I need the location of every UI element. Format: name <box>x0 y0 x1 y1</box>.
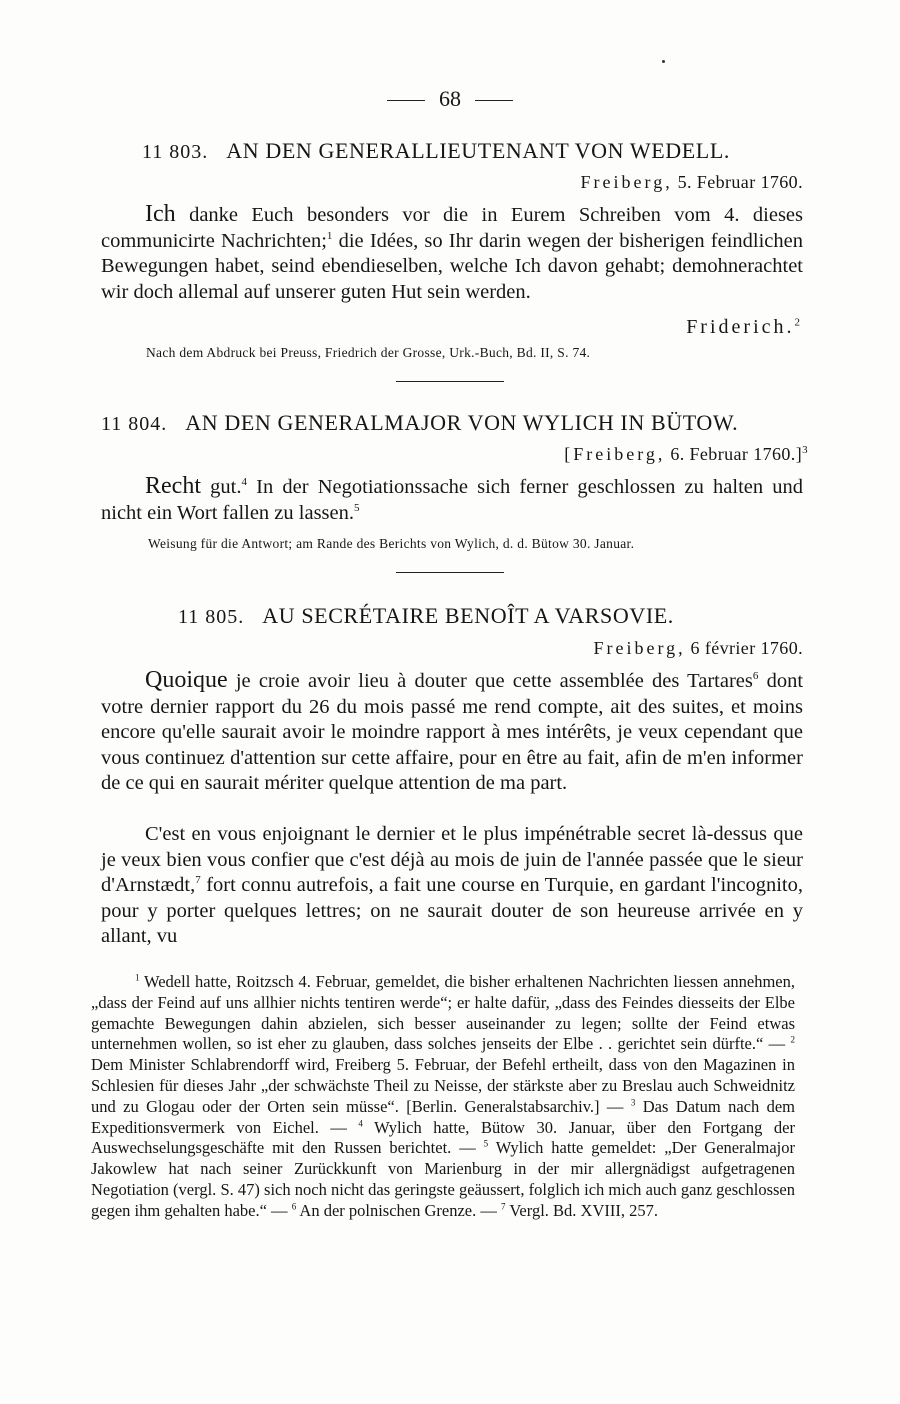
entry-title: AN DEN GENERALLIEUTENANT VON WEDELL. <box>226 138 730 163</box>
source-note: Nach dem Abdruck bei Preuss, Friedrich der Grosse, Urk.-Buch, Bd. II, S. 74. <box>146 345 591 360</box>
date-text: 5. Februar 1760. <box>677 172 803 192</box>
body-text: danke Euch besonders vor die in Eurem Schreiben vom 4. dieses communicirte Nachrichten; <box>101 204 803 252</box>
lead-word: Recht <box>145 473 201 499</box>
lead-word: Quoique <box>145 667 228 693</box>
date-place: Freiberg, <box>580 172 673 192</box>
footnote-text: Das Datum nach dem Expeditionsvermerk von Eichel. — <box>91 1096 796 1137</box>
footnote-number: 7 <box>501 1201 506 1212</box>
footnote-text: Vergl. Bd. XVIII, 257. <box>509 1200 658 1220</box>
body-text: gut. <box>210 476 242 498</box>
body-text: fort connu autrefois, a fait une course en Turquie, en gardant l'incognito, pour y porter quelques lettres; on ne saurait douter de son heureuse arrivée en y allant, vu <box>101 874 804 947</box>
entry-number: 11 803. <box>142 141 209 163</box>
footnote-number: 6 <box>291 1201 297 1212</box>
entry-number: 11 804. <box>101 413 168 435</box>
entry-dateline <box>564 444 808 465</box>
entry-heading <box>142 138 730 164</box>
footnote-number: 4 <box>358 1118 363 1129</box>
entry-title: AN DEN GENERALMAJOR VON WYLICH IN BÜTOW. <box>185 410 739 435</box>
page-number-text: 68 <box>439 86 461 111</box>
footnote-number: 3 <box>630 1097 636 1108</box>
entry-number: 11 805. <box>178 606 245 628</box>
footnote-ref: 3 <box>802 444 808 456</box>
footnote-ref: 1 <box>326 229 333 242</box>
lead-word: Ich <box>145 201 176 227</box>
entry-dateline <box>593 638 803 659</box>
footnote-number: 1 <box>135 972 140 983</box>
footnote-number: 5 <box>483 1138 489 1149</box>
footnote-text: Wylich hatte gemeldet: „Der Generalmajor Jakowlew hat nach seiner Zurückkunft von Marienburg in der mir allergnädigst aufgetragenen Negotiation (vergl. S. 47) sich noch nicht das geringste geäussert, folglich ich mich auch ganz geschlossen gegen ihm gehalten habe.“ — <box>91 1138 795 1220</box>
ink-speck <box>662 60 665 63</box>
footnote-text: Dem Minister Schlabrendorff wird, Freiberg 5. Februar, der Befehl ertheilt, dass von den Magazinen in Schlesien für dieses Jahr „der schwächste Theil zu Neisse, der stärkste aber zu Breslau auch Schweidnitz und zu Glogau oder der Orten sein müsse“. [Berlin. Generalstabsarchiv.] — <box>91 1055 795 1116</box>
footnote-ref: 6 <box>752 670 759 683</box>
date-text: 6 février 1760. <box>690 638 803 658</box>
footnote-ref: 5 <box>354 501 360 514</box>
footnote-ref: 2 <box>794 316 803 329</box>
signature-text: Friderich. <box>686 316 795 338</box>
entry-title: AU SECRÉTAIRE BENOÎT A VARSOVIE. <box>262 603 674 628</box>
date-text: 6. Februar 1760.] <box>670 444 803 464</box>
footnote-text: Wedell hatte, Roitzsch 4. Februar, gemeldet, die bisher erhaltenen Nachrichten liessen annehmen, „dass der Feind auf uns allhier nichts tentiren werde“; er halte dafür, „dass des Feindes diesseits der Elbe gemachte Bewegungen dahin abzielen, sich besser auseinander zu legen; sollte der Feind etwas unternehmen wollen, so ist eher zu glauben, dass solches jenseits der Elbe . . gerichtet sein dürfte.“ — <box>91 972 795 1054</box>
body-text: dont votre dernier rapport du 26 du mois passé me rend compte, ait des suites, et moins encore qu'elle saurait avoir le moindre rapport à mes intérêts, je veux cependant que vous continuez d'attention sur cette affaire, pour en être au fait, afin de m'en informer de ce qui en saurait mériter quelque attention de ma part. <box>101 670 804 794</box>
body-text: C'est en vous enjoignant le dernier et le plus impénétrable secret là-dessus que je veux bien vous confier que c'est déjà au mois de juin de l'année passée que le sieur d'Arnstædt, <box>101 823 803 896</box>
body-text: In der Negotiationssache sich ferner geschlossen zu halten und nicht ein Wort fallen zu lassen. <box>101 476 804 524</box>
footnotes <box>91 972 795 1222</box>
date-place: [Freiberg, <box>564 444 666 464</box>
letter-paragraph <box>101 668 803 797</box>
footnote-ref: 7 <box>195 874 201 887</box>
letter-body <box>101 202 803 305</box>
entry-heading <box>178 603 674 629</box>
footnote-text: An der polnischen Grenze. — <box>299 1200 497 1220</box>
footnote-text: Wylich hatte, Bütow 30. Januar, über den Fortgang der Auswechselungsgeschäfte mit den Russen berichtet. — <box>91 1117 796 1158</box>
letter-paragraph <box>101 822 803 950</box>
body-text: die Idées, so Ihr darin wegen der bisherigen feindlichen Bewegungen habet, seind ebendieselben, welche Ich davon gehabt; demohnerachtet wir doch allemal auf unserer guten Hut sein werden. <box>101 229 803 303</box>
entry-heading <box>101 410 738 436</box>
entry-dateline <box>581 172 803 193</box>
body-text: je croie avoir lieu à douter que cette assemblée des Tartares <box>235 670 753 692</box>
signature <box>686 316 803 339</box>
footnote-number: 2 <box>790 1034 795 1045</box>
date-place: Freiberg, <box>593 638 686 658</box>
dash-left <box>387 100 425 101</box>
page-number <box>0 86 900 112</box>
letter-body <box>101 474 803 526</box>
section-divider <box>396 572 504 573</box>
source-note: Weisung für die Antwort; am Rande des Berichts von Wylich, d. d. Bütow 30. Januar. <box>148 536 635 551</box>
footnote-ref: 4 <box>241 476 247 489</box>
section-divider <box>396 381 504 382</box>
dash-right <box>475 100 513 101</box>
